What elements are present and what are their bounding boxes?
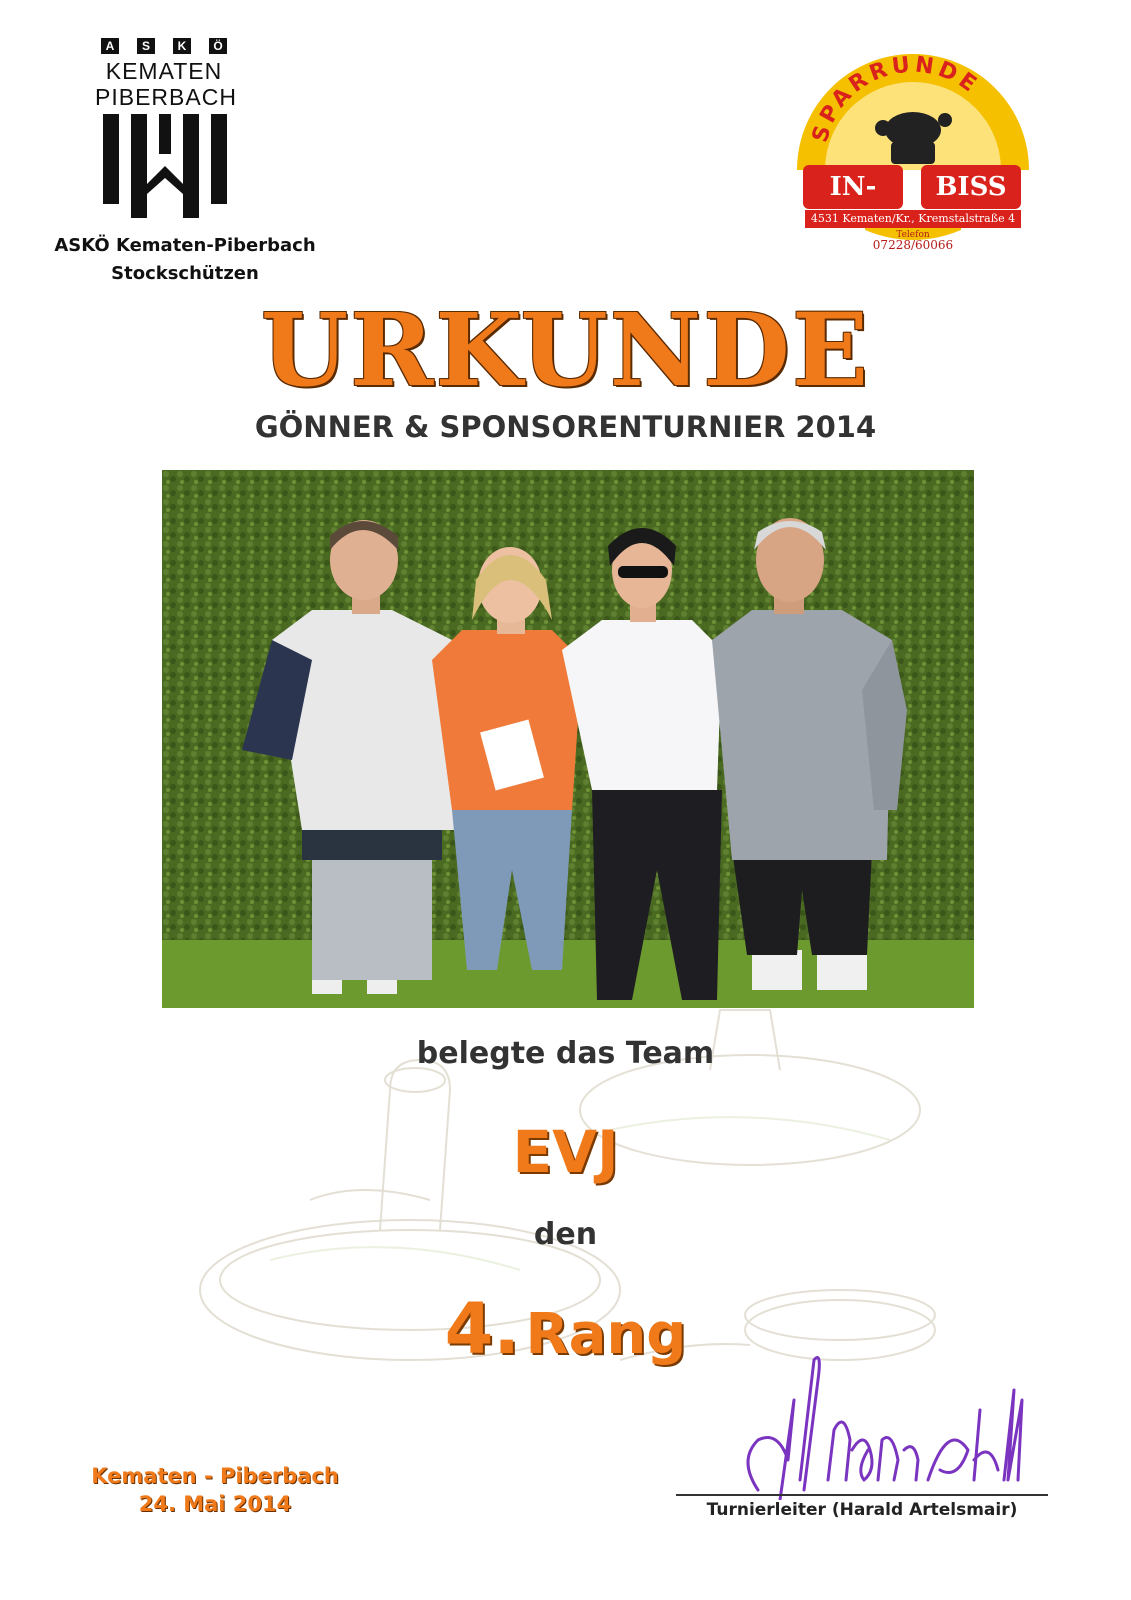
team-name: EVJ xyxy=(512,1118,619,1186)
place-date xyxy=(80,1462,350,1518)
lead-text: belegte das Team xyxy=(416,1036,715,1071)
den-text: den xyxy=(533,1217,598,1252)
rank-word: Rang xyxy=(525,1302,687,1367)
club-logo-letter: Ö xyxy=(209,38,227,54)
club-logo-letter: S xyxy=(137,38,155,54)
sponsor-logo xyxy=(795,50,1030,252)
club-logo-line-piberbach: PIBERBACH xyxy=(95,84,237,110)
rank-number: 4. xyxy=(444,1288,520,1370)
signature-line xyxy=(676,1494,1048,1496)
club-name-line1: ASKÖ Kematen-Piberbach xyxy=(54,235,316,256)
signature-image xyxy=(718,1340,1058,1500)
sponsor-address: 4531 Kematen/Kr., Kremstalstraße 4 xyxy=(805,210,1021,228)
sponsor-phone-label: Telefon xyxy=(896,230,930,240)
club-logo-letter: A xyxy=(101,38,119,54)
certificate-title: URKUNDE xyxy=(260,291,871,409)
team-photo xyxy=(162,470,974,1008)
sponsor-name-right: BISS xyxy=(921,165,1021,209)
place: Kematen - Piberbach xyxy=(91,1464,339,1488)
certificate-subtitle: GÖNNER & SPONSORENTURNIER 2014 xyxy=(254,410,877,444)
club-logo-line-kematen: KEMATEN xyxy=(105,58,223,84)
club-logo-letter: K xyxy=(173,38,191,54)
club-shield-icon xyxy=(101,114,229,224)
club-name-line2: Stockschützen xyxy=(111,263,259,284)
svg-text:SPARRUNDE xyxy=(808,52,984,145)
club-name xyxy=(30,232,340,288)
sponsor-phone: 07228/60066 xyxy=(872,238,954,252)
club-logo xyxy=(95,38,245,224)
club-logo-letters xyxy=(101,38,227,54)
date: 24. Mai 2014 xyxy=(138,1492,292,1516)
sponsor-name-left: IN- xyxy=(803,165,903,209)
sponsor-arc-label: SPARRUNDE xyxy=(807,52,984,146)
signature-caption: Turnierleiter (Harald Artelsmair) xyxy=(706,1500,1018,1520)
